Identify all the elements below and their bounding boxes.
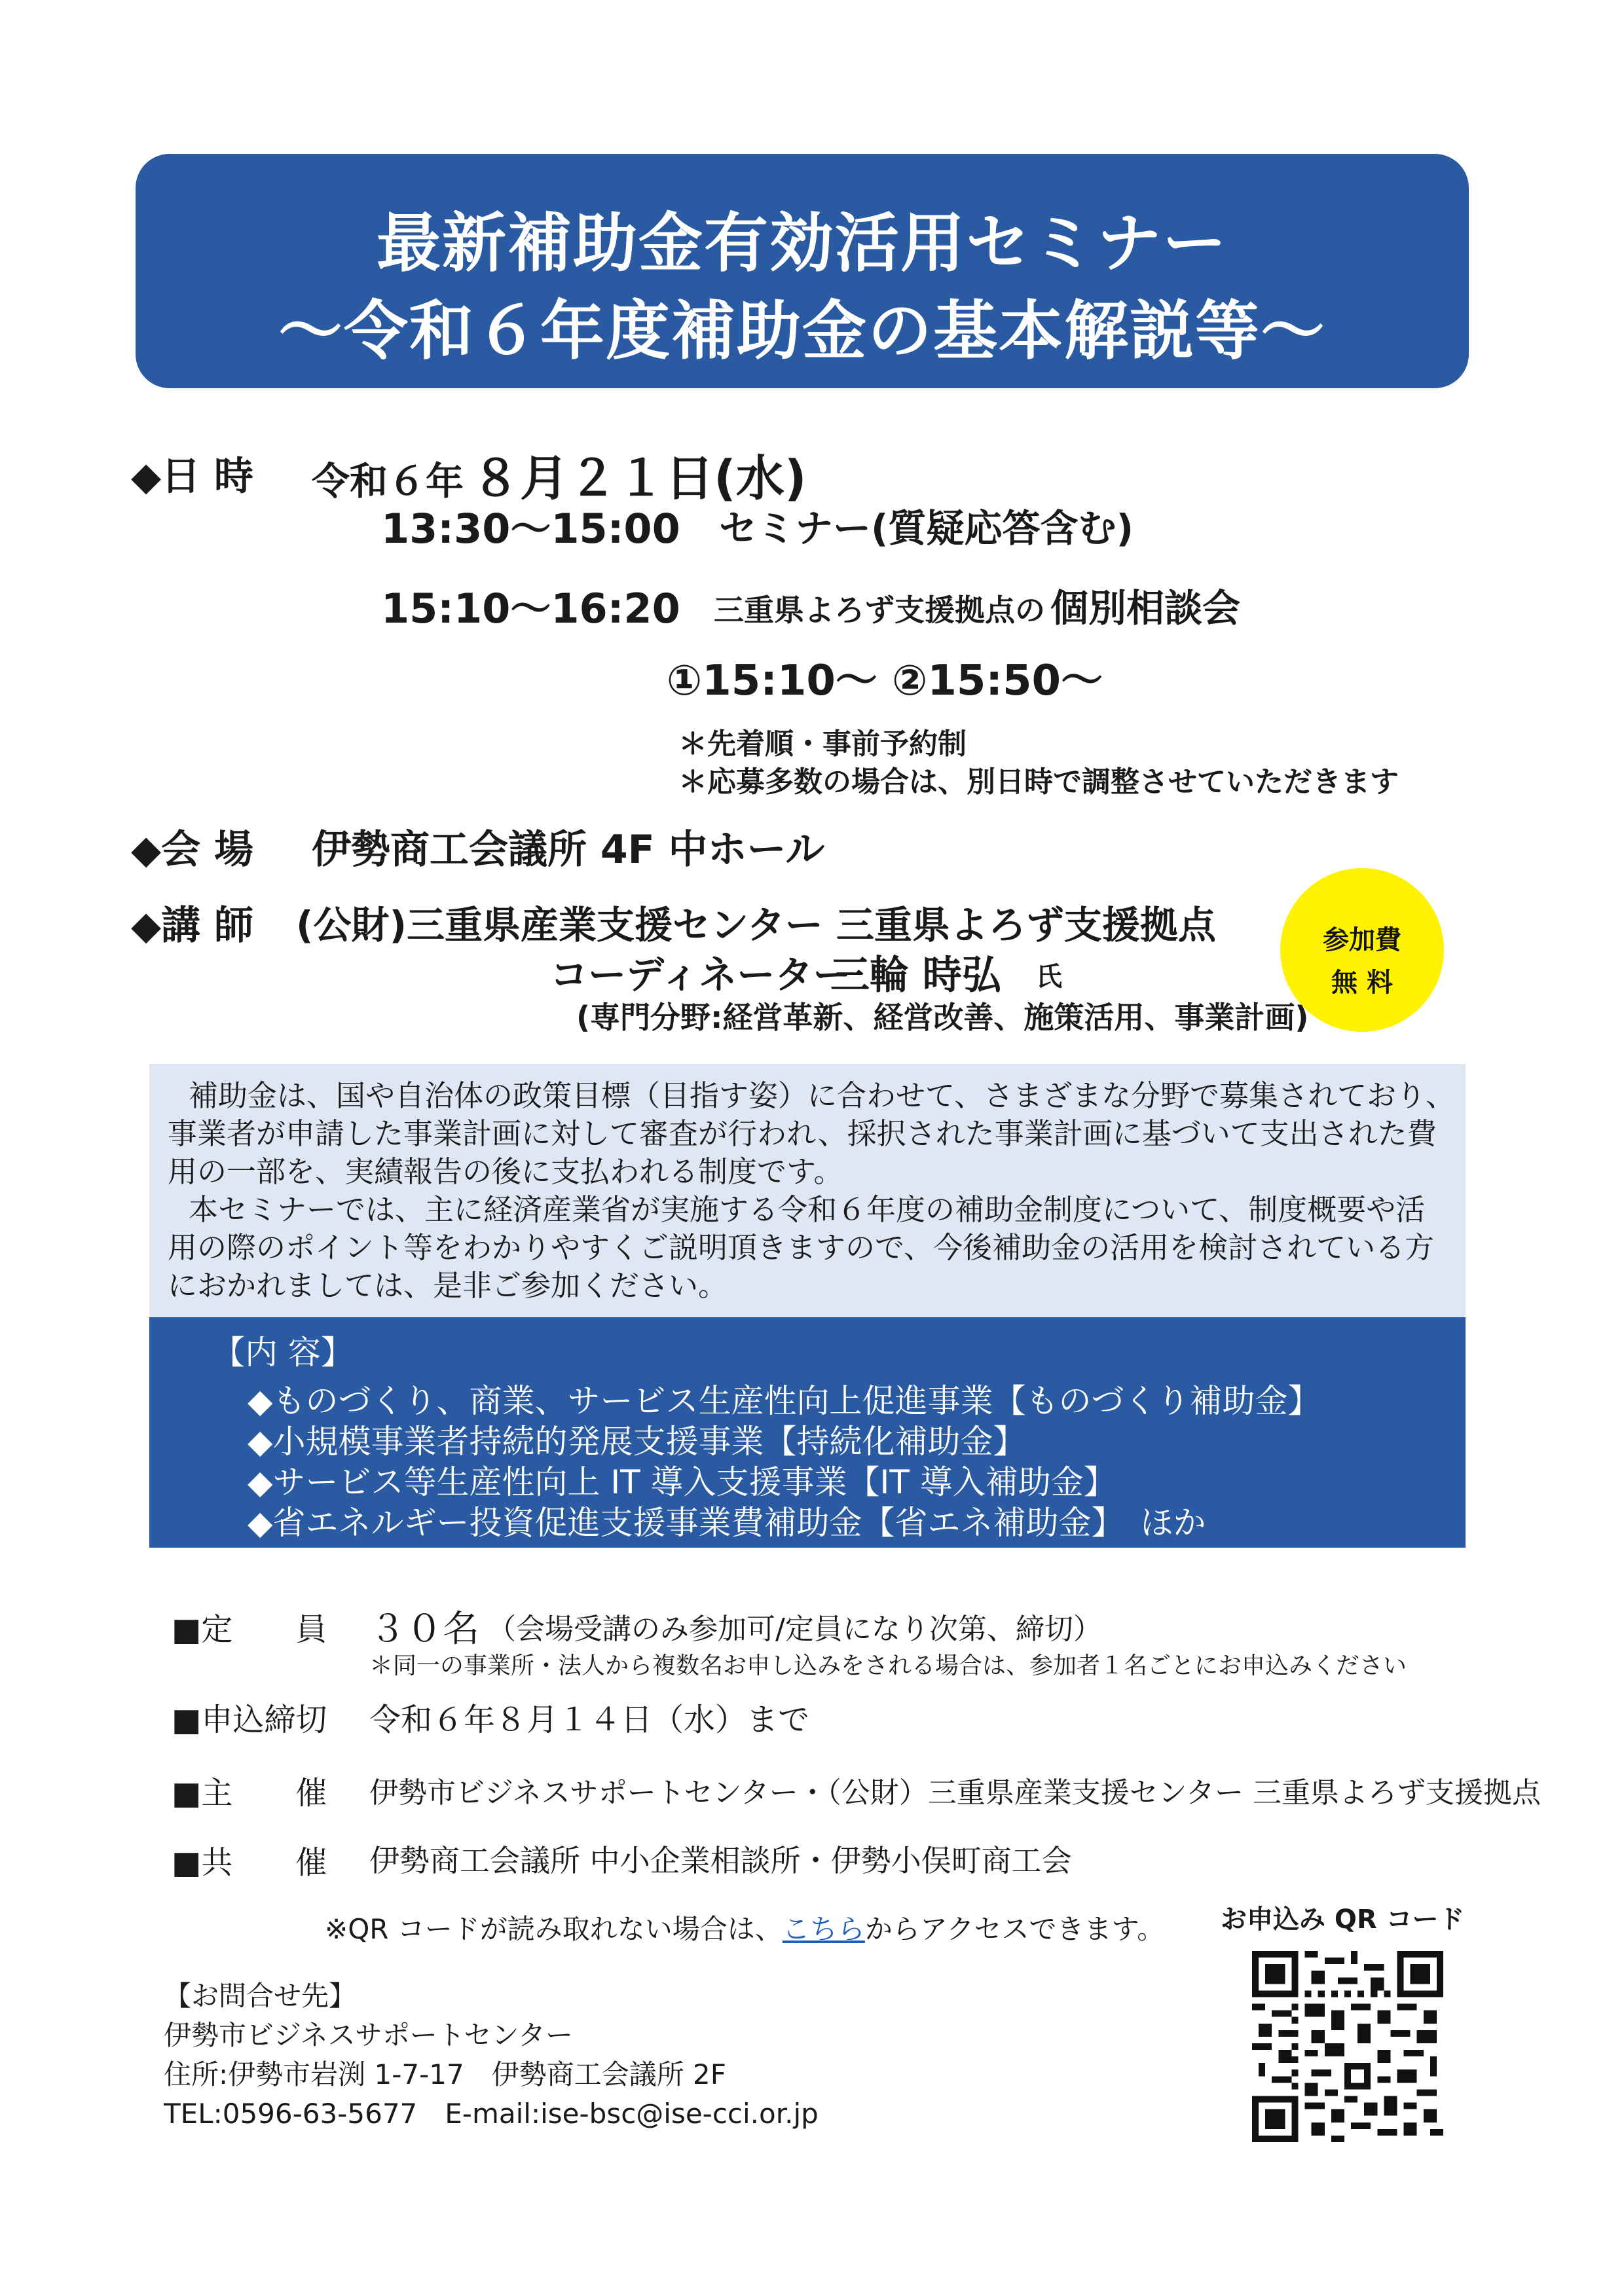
qr-note: [325, 1908, 1164, 1947]
contents-box: [149, 1317, 1466, 1548]
lecturer-label: ◆講 師: [131, 903, 254, 949]
date-label: ◆日 時: [131, 454, 254, 500]
deadline-label: ■申込締切: [172, 1702, 327, 1738]
free-fee-badge: [1280, 868, 1444, 1032]
description-line: におかれましては、是非ご参加ください。: [168, 1268, 728, 1303]
title-banner: [136, 154, 1469, 388]
description-box: [149, 1064, 1466, 1317]
lecturer-role: コーディネーター: [550, 953, 851, 997]
consult-slots: ①15:10～ ②15:50～: [667, 657, 1103, 705]
session1-desc: セミナー(質疑応答含む): [719, 506, 1134, 551]
description-line: 用の際のポイント等をわかりやすくご説明頂きますので、今後補助金の活用を検討されている方: [168, 1230, 1435, 1265]
contents-heading: 【内 容】: [212, 1334, 354, 1372]
description-line: 事業者が申請した事業計画に対して審査が行われ、採択された事業計画に基づいて支出された費: [168, 1116, 1437, 1151]
description-line: 補助金は、国や自治体の政策目標（目指す姿）に合わせて、さまざまな分野で募集されており、: [189, 1078, 1456, 1113]
venue-value: 伊勢商工会議所 4F 中ホール: [312, 827, 825, 873]
qr-note-suffix: からアクセスできます。: [864, 1913, 1165, 1945]
contact-org: 伊勢市ビジネスサポートセンター: [164, 2019, 573, 2051]
date-main: ８月２１日(水): [471, 450, 807, 507]
description-line: 本セミナーでは、主に経済産業省が実施する令和６年度の補助金制度について、制度概要や活: [189, 1192, 1426, 1227]
capacity-label: ■定 員: [172, 1611, 327, 1648]
lecturer-specialty: (専門分野:経営革新、経営改善、施策活用、事業計画): [576, 1000, 1309, 1035]
contact-tel-email: TEL:0596-63-5677 E-mail:ise-bsc@ise-cci.or.jp: [164, 2098, 819, 2130]
note-first-come: ＊先着順・事前予約制: [678, 727, 967, 761]
cohost-value: 伊勢商工会議所 中小企業相談所・伊勢小俣町商工会: [369, 1843, 1072, 1878]
lecturer-name: 三輪 時弘: [830, 953, 1001, 998]
badge-line1: 参加費: [1323, 925, 1401, 955]
contents-item: ◆サービス等生産性向上 IT 導入支援事業【IT 導入補助金】: [248, 1463, 1116, 1501]
contact-address: 住所:伊勢市岩渕 1-7-17 伊勢商工会議所 2F: [164, 2058, 726, 2090]
qr-note-prefix: ※QR コードが読み取れない場合は、: [325, 1913, 783, 1945]
session2-desc-big: 個別相談会: [1050, 586, 1241, 630]
session1-time: 13:30～15:00: [381, 505, 680, 553]
lecturer-honorific: 氏: [1036, 962, 1062, 992]
contents-item: ◆省エネルギー投資促進支援事業費補助金【省エネ補助金】 ほか: [248, 1504, 1206, 1542]
capacity-number: ３０名: [369, 1608, 479, 1650]
seminar-title: 最新補助金有効活用セミナー: [376, 206, 1228, 281]
seminar-subtitle: ～令和６年度補助金の基本解説等～: [278, 294, 1326, 369]
session2-time: 15:10～16:20: [381, 585, 680, 632]
qr-code[interactable]: [1252, 1951, 1443, 2142]
contents-item: ◆小規模事業者持続的発展支援事業【持続化補助金】: [248, 1423, 1026, 1461]
contact-heading: 【お問合せ先】: [164, 1980, 357, 2012]
qr-label: お申込み QR コード: [1221, 1904, 1465, 1935]
session2-desc-small: 三重県よろず支援拠点の: [714, 592, 1045, 628]
deadline-value: 令和６年８月１４日（水）まで: [369, 1702, 810, 1738]
host-label: ■主 催: [172, 1775, 327, 1812]
lecturer-org: (公財)三重県産業支援センター 三重県よろず支援拠点: [296, 903, 1216, 947]
date-prefix: 令和６年: [312, 459, 464, 503]
contents-item: ◆ものづくり、商業、サービス生産性向上促進事業【ものづくり補助金】: [248, 1382, 1321, 1420]
cohost-label: ■共 催: [172, 1844, 327, 1881]
capacity-note: ＊同一の事業所・法人から複数名お申し込みをされる場合は、参加者１名ごとにお申込みください: [369, 1652, 1407, 1679]
badge-line2: 無 料: [1331, 968, 1393, 998]
description-line: 用の一部を、実績報告の後に支払われる制度です。: [168, 1154, 843, 1189]
capacity-text: （会場受講のみ参加可/定員になり次第、締切）: [487, 1613, 1102, 1646]
access-link[interactable]: こちら: [782, 1913, 865, 1945]
host-value: 伊勢市ビジネスサポートセンター・（公財）三重県産業支援センター 三重県よろず支援拠点: [369, 1776, 1541, 1810]
note-many-applicants: ＊応募多数の場合は、別日時で調整させていただきます: [678, 765, 1399, 799]
venue-label: ◆会 場: [131, 827, 254, 873]
